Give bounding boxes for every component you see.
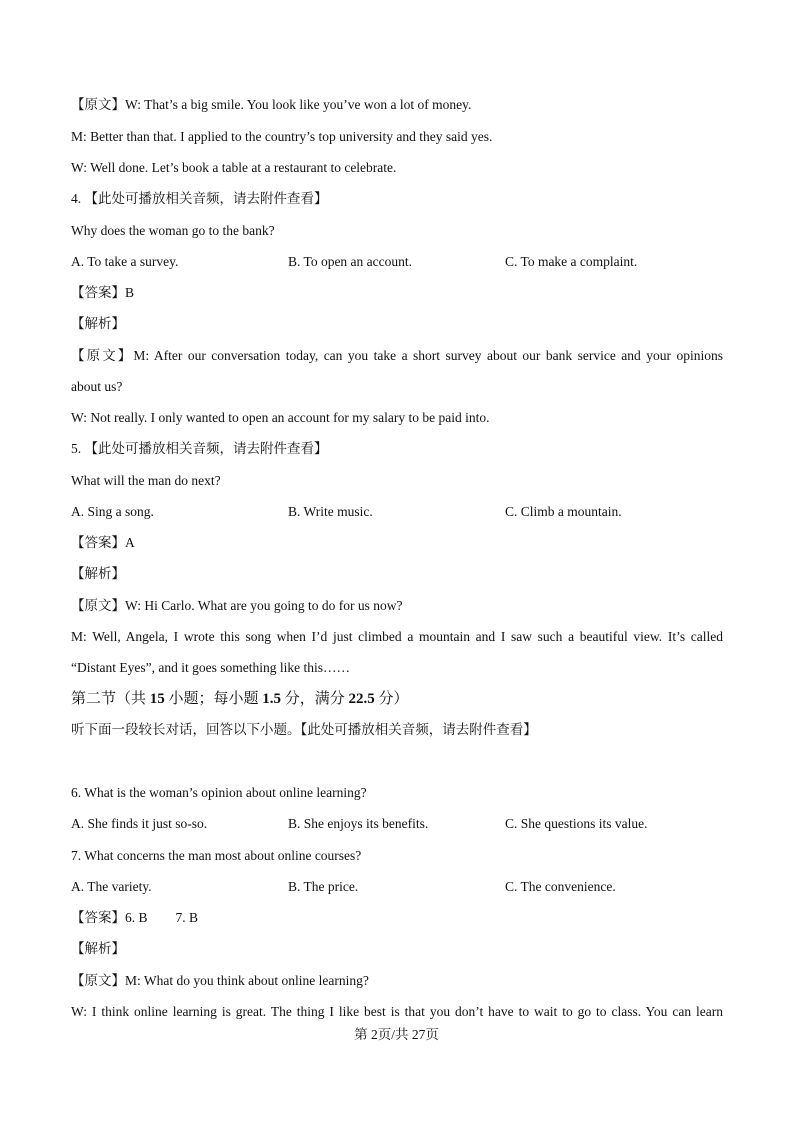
q4-option-a: A. To take a survey. xyxy=(71,254,179,269)
q7-option-c: C. The convenience. xyxy=(505,879,616,894)
q7-question: 7. What concerns the man most about online courses? xyxy=(71,848,362,863)
q6-q7-analysis-label: 【解析】 xyxy=(71,941,125,956)
q4-option-b: B. To open an account. xyxy=(288,254,413,269)
q5-transcript-line-2: M: Well, Angela, I wrote this song when I’d just climbed a mountain and I saw such a beautiful view. It’s called xyxy=(71,629,723,644)
q6-option-c: C. She questions its value. xyxy=(505,816,648,831)
q6-option-a: A. She finds it just so-so. xyxy=(71,816,208,831)
q6-q7-transcript-line-2: W: I think online learning is great. The thing I like best is that you don’t have to wait to go to class. You can learn xyxy=(71,1004,723,1019)
section-2-title-prefix: 第二节（共 xyxy=(71,691,150,707)
answer-6: 6. B xyxy=(125,910,148,925)
answer-7: 7. B xyxy=(175,910,199,925)
q6-q7-answer xyxy=(71,909,723,927)
section-2-title-mid-1: 小题；每小题 xyxy=(164,691,263,707)
q4-transcript-line-2: about us? xyxy=(71,379,123,394)
q5-transcript-line-1: 【原文】W: Hi Carlo. What are you going to do for us now? xyxy=(71,598,403,613)
section-2-total-points: 22.5 xyxy=(348,691,375,707)
q4-header: 4. 【此处可播放相关音频，请去附件查看】 xyxy=(71,191,328,206)
q4-option-c: C. To make a complaint. xyxy=(505,254,638,269)
q4-transcript-line-1: 【原文】M: After our conversation today, can you take a short survey about our bank service and your opinions xyxy=(71,348,723,363)
q4-analysis-label: 【解析】 xyxy=(71,316,125,331)
section-2-title-mid-2: 分，满分 xyxy=(281,691,349,707)
answer-label: 【答案】 xyxy=(71,910,125,925)
q5-transcript-line-3: “Distant Eyes”, and it goes something like this…… xyxy=(71,660,350,675)
page-footer: 第 2页/共 27页 xyxy=(354,1027,439,1042)
q3-transcript-line-2: M: Better than that. I applied to the country’s top university and they said yes. xyxy=(71,129,493,144)
q5-option-b: B. Write music. xyxy=(288,504,373,519)
section-2-title-suffix: 分） xyxy=(374,691,409,707)
q5-header: 5. 【此处可播放相关音频，请去附件查看】 xyxy=(71,441,328,456)
q5-question: What will the man do next? xyxy=(71,473,221,488)
q7-option-a: A. The variety. xyxy=(71,879,152,894)
q3-transcript-line-1: 【原文】W: That’s a big smile. You look like you’ve won a lot of money. xyxy=(71,97,472,112)
q5-analysis-label: 【解析】 xyxy=(71,566,125,581)
q7-option-b: B. The price. xyxy=(288,879,359,894)
q6-option-b: B. She enjoys its benefits. xyxy=(288,816,429,831)
q6-q7-transcript-line-1: 【原文】M: What do you think about online learning? xyxy=(71,973,369,988)
section-2-question-count: 15 xyxy=(149,691,165,707)
q4-answer: 【答案】B xyxy=(71,285,135,300)
q6-question: 6. What is the woman’s opinion about online learning? xyxy=(71,785,367,800)
q4-transcript-line-3: W: Not really. I only wanted to open an account for my salary to be paid into. xyxy=(71,410,490,425)
section-2-instruction: 听下面一段较长对话，回答以下小题。【此处可播放相关音频，请去附件查看】 xyxy=(71,722,537,737)
q5-option-c: C. Climb a mountain. xyxy=(505,504,622,519)
q5-option-a: A. Sing a song. xyxy=(71,504,154,519)
section-2-points-each: 1.5 xyxy=(262,691,282,707)
q5-answer: 【答案】A xyxy=(71,535,135,550)
q3-transcript-line-3: W: Well done. Let’s book a table at a restaurant to celebrate. xyxy=(71,160,397,175)
q4-question: Why does the woman go to the bank? xyxy=(71,223,275,238)
section-2-heading xyxy=(71,689,723,709)
